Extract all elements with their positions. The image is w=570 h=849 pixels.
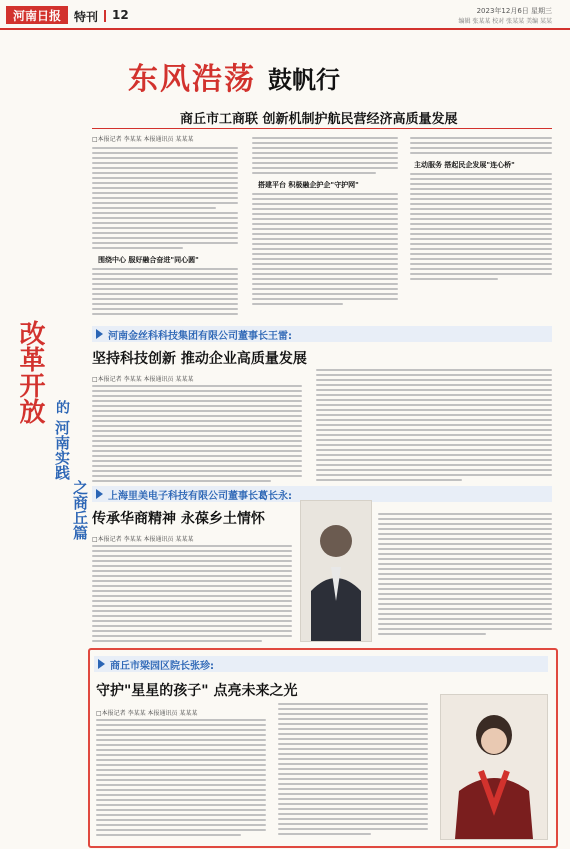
section-1-title: 河南金丝科科技集团有限公司董事长王雷: [108, 330, 292, 342]
section-3-photo [440, 694, 548, 840]
main-article-col3 [410, 134, 552, 324]
banner-kicker: 东风浩荡 [128, 62, 256, 97]
section-3-col1 [96, 716, 266, 838]
section-3-bar [94, 656, 548, 672]
section-arrow-icon [96, 329, 103, 339]
masthead-editors: 编辑 张某某 校对 张某某 美编 某某 [458, 18, 552, 25]
sidebar-line4: 之商丘篇 [71, 480, 89, 540]
section-arrow-icon [98, 659, 105, 669]
banner-title: 鼓帆行 [268, 65, 340, 94]
section-3-title: 商丘市梁园区院长张珍: [110, 660, 214, 672]
sidebar-banner [6, 320, 89, 620]
section-2-photo [300, 500, 372, 642]
sidebar-line2: 的 [54, 400, 70, 414]
section-1-col2 [316, 366, 552, 482]
main-article-col2 [252, 134, 398, 324]
section-1-col1 [92, 382, 302, 482]
banner-subtitle: 商丘市工商联 创新机制护航民营经济高质量发展 [180, 112, 458, 127]
section-name: 特刊 [74, 10, 99, 24]
sidebar-line3: 河南实践 [53, 420, 71, 480]
section-2-title: 上海里美电子科技有限公司董事长葛长永: [108, 490, 292, 502]
page-number: 12 [112, 8, 129, 22]
masthead [0, 0, 570, 30]
section-2-byline: □本报记者 李某某 本报通讯员 某某某 [92, 536, 194, 543]
section-2-headline: 传承华商精神 永葆乡土情怀 [92, 511, 265, 527]
main-article-col1 [92, 144, 238, 324]
section-2-col2 [378, 510, 552, 642]
section-1-byline: □本报记者 李某某 本报通讯员 某某某 [92, 376, 194, 383]
section-2-col1 [92, 542, 292, 642]
masthead-date: 2023年12月6日 星期三 [476, 7, 552, 15]
section-1-bar [92, 326, 552, 342]
section-3-col2 [278, 700, 428, 838]
section-label [74, 8, 129, 25]
logo-text: 河南日报 [12, 8, 61, 23]
main-subhead-2: 搭建平台 积极融企护企"守护网" [258, 181, 359, 189]
section-1-headline: 坚持科技创新 推动企业高质量发展 [92, 351, 307, 367]
main-subhead-1: 围绕中心 服好融合奋进"同心圆" [98, 256, 199, 264]
section-3-headline: 守护"星星的孩子" 点亮未来之光 [96, 683, 298, 699]
main-article-byline: □本报记者 李某某 本报通讯员 某某某 [92, 136, 194, 143]
section-arrow-icon [96, 489, 103, 499]
newspaper-logo [6, 6, 68, 24]
sidebar-line1: 改革开放 [15, 320, 45, 424]
main-subhead-3: 主动服务 搭起民企发展"连心桥" [414, 161, 515, 169]
section-3-byline: □本报记者 李某某 本报通讯员 某某某 [96, 710, 198, 717]
